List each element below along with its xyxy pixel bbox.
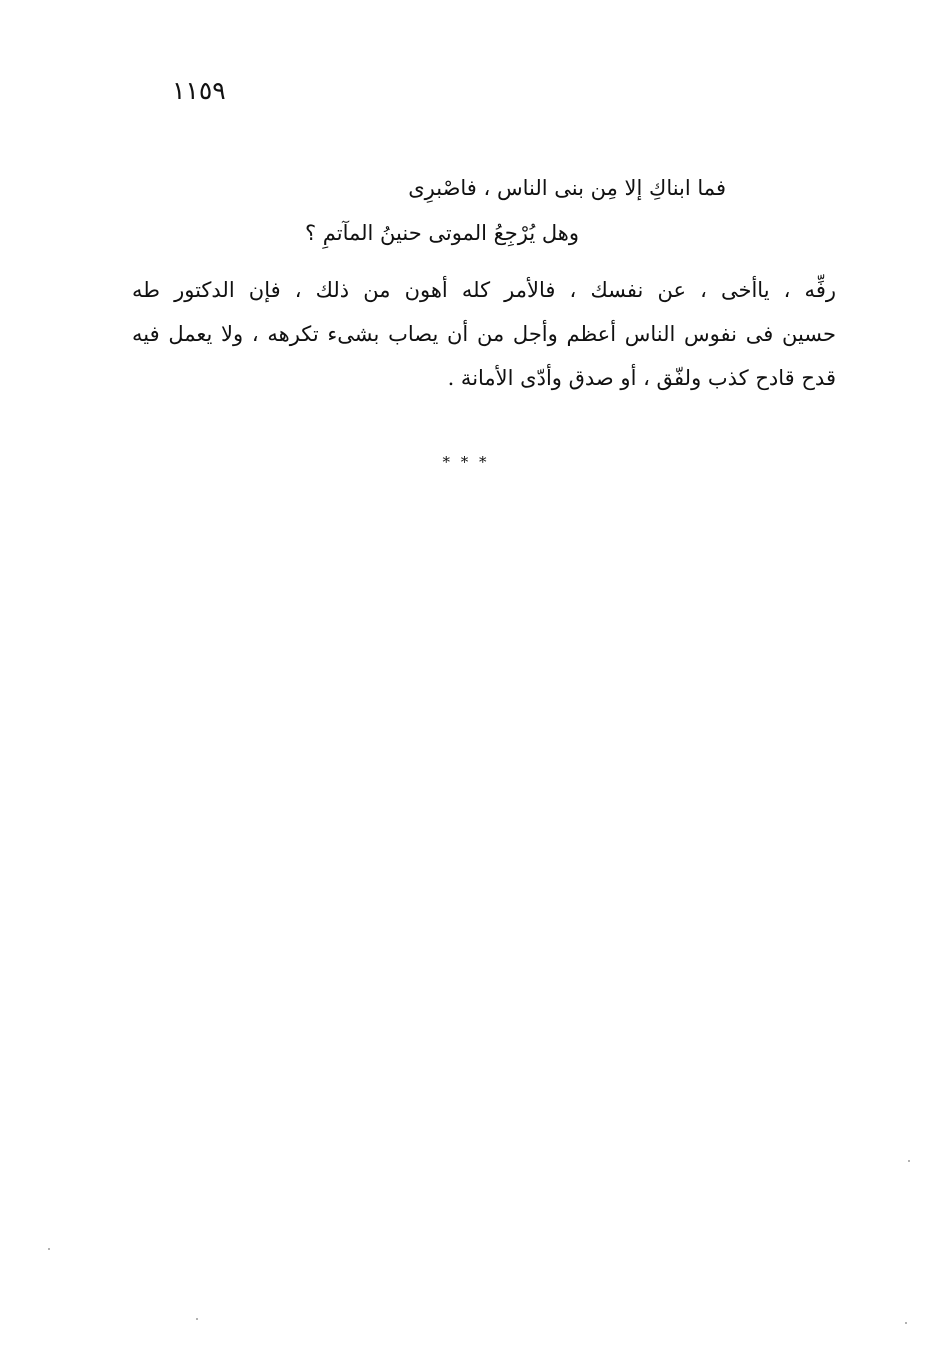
section-separator: * * *: [442, 453, 490, 471]
scan-speck: [196, 1318, 198, 1320]
body-paragraph: [132, 270, 836, 402]
scan-speck: [908, 1160, 910, 1162]
paragraph-line: رفِّه ، ياأخى ، عن نفسك ، فالأمر كله أهون من ذلك ، فإن الدكتور طه: [132, 278, 836, 302]
scan-speck: [48, 1248, 50, 1250]
paragraph-line: قدح قادح كذب ولفّق ، أو صدق وأدّى الأمانة .: [447, 366, 836, 390]
paragraph-line: حسين فى نفوس الناس أعظم وأجل من أن يصاب بشىء تكرهه ، ولا يعمل فيه: [132, 322, 836, 346]
poem-verse-second: وهل يُرْجِعُ الموتى حنينُ المآتمِ ؟: [304, 221, 579, 245]
scan-speck: [905, 1322, 907, 1324]
page-number: ١١٥٩: [172, 76, 226, 105]
poem-verse-first: فما ابناكِ إلا مِن بنى الناس ، فاصْبرِى: [408, 176, 726, 200]
